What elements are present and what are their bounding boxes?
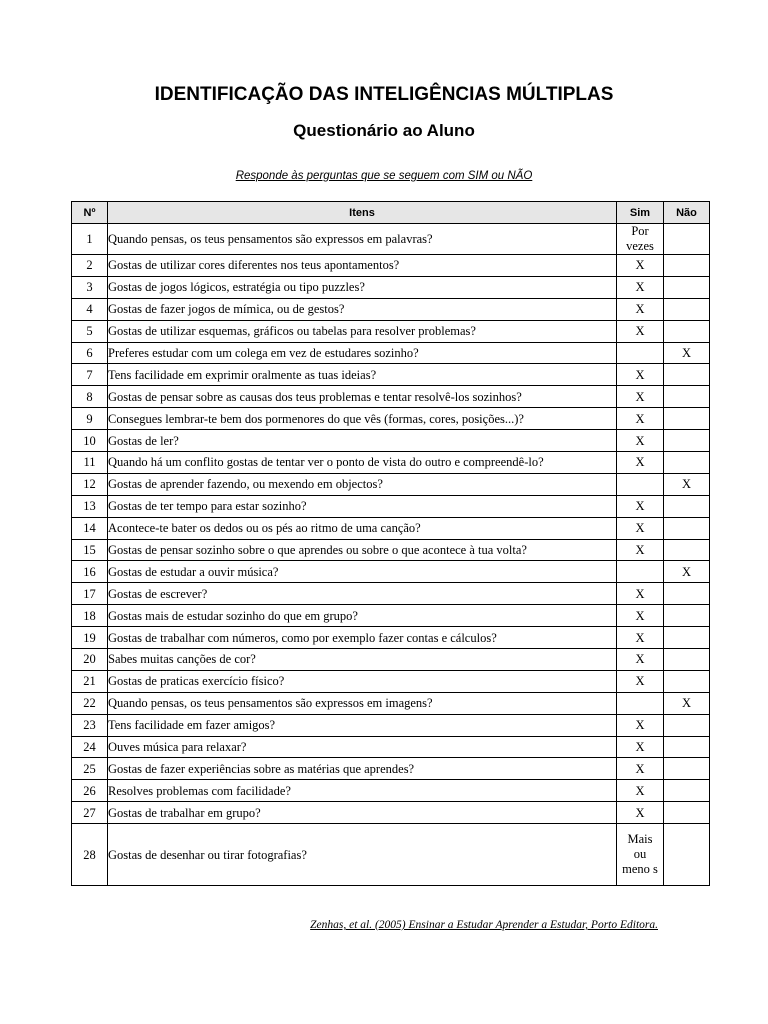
row-nao-answer [664,408,710,430]
row-item-text: Gostas de desenhar ou tirar fotografias? [108,824,617,886]
row-item-text: Consegues lembrar-te bem dos pormenores do que vês (formas, cores, posições...)? [108,408,617,430]
table-row [72,276,710,298]
row-item-text: Ouves música para relaxar? [108,736,617,758]
row-nao-answer [664,276,710,298]
row-nao-answer [664,224,710,255]
row-number: 23 [72,714,108,736]
row-nao-answer [664,802,710,824]
row-sim-answer: X [617,736,664,758]
table-row [72,255,710,277]
row-number: 14 [72,517,108,539]
row-number: 25 [72,758,108,780]
row-sim-answer: X [617,517,664,539]
row-number: 27 [72,802,108,824]
row-number: 20 [72,649,108,671]
table-row [72,605,710,627]
header-nao: Não [664,202,710,224]
row-item-text: Quando pensas, os teus pensamentos são expressos em imagens? [108,692,617,714]
row-item-text: Gostas de trabalhar com números, como por exemplo fazer contas e cálculos? [108,627,617,649]
row-item-text: Gostas de pensar sobre as causas dos teus problemas e tentar resolvê-los sozinhos? [108,386,617,408]
row-item-text: Gostas de praticas exercício físico? [108,670,617,692]
row-nao-answer [664,736,710,758]
row-nao-answer [664,780,710,802]
row-number: 3 [72,276,108,298]
row-sim-answer: X [617,386,664,408]
row-number: 21 [72,670,108,692]
row-number: 1 [72,224,108,255]
row-nao-answer [664,517,710,539]
instruction-text: Responde às perguntas que se seguem com SIM ou NÃO [235,170,533,182]
row-item-text: Acontece-te bater os dedos ou os pés ao ritmo de uma canção? [108,517,617,539]
row-item-text: Preferes estudar com um colega em vez de estudares sozinho? [108,342,617,364]
row-number: 26 [72,780,108,802]
table-row [72,430,710,452]
row-number: 15 [72,539,108,561]
row-nao-answer [664,670,710,692]
row-sim-answer: X [617,255,664,277]
row-nao-answer [664,452,710,474]
row-number: 18 [72,605,108,627]
row-nao-answer [664,605,710,627]
row-number: 4 [72,298,108,320]
row-number: 22 [72,692,108,714]
row-nao-answer: X [664,692,710,714]
table-row [72,364,710,386]
table-row [72,692,710,714]
table-row [72,758,710,780]
row-sim-answer: X [617,539,664,561]
header-number: Nº [72,202,108,224]
row-sim-answer: X [617,452,664,474]
row-nao-answer [664,649,710,671]
row-nao-answer: X [664,561,710,583]
row-item-text: Gostas de utilizar esquemas, gráficos ou tabelas para resolver problemas? [108,320,617,342]
row-sim-answer: Por vezes [617,224,664,255]
row-sim-answer: X [617,670,664,692]
table-row [72,452,710,474]
footer-citation: Zenhas, et al. (2005) Ensinar a Estudar Aprender a Estudar, Porto Editora. [310,919,658,931]
row-number: 7 [72,364,108,386]
row-item-text: Resolves problemas com facilidade? [108,780,617,802]
row-nao-answer [664,583,710,605]
row-nao-answer: X [664,473,710,495]
row-nao-answer [664,298,710,320]
row-item-text: Gostas de estudar a ouvir música? [108,561,617,583]
row-sim-answer: X [617,605,664,627]
row-number: 19 [72,627,108,649]
table-row [72,561,710,583]
row-nao-answer [664,714,710,736]
row-nao-answer [664,430,710,452]
row-sim-answer [617,561,664,583]
row-item-text: Gostas de jogos lógicos, estratégia ou tipo puzzles? [108,276,617,298]
row-nao-answer [664,495,710,517]
row-number: 8 [72,386,108,408]
table-row [72,714,710,736]
row-number: 2 [72,255,108,277]
row-item-text: Quando há um conflito gostas de tentar ver o ponto de vista do outro e compreendê-lo? [108,452,617,474]
row-item-text: Gostas de ler? [108,430,617,452]
row-nao-answer [664,386,710,408]
table-row [72,224,710,255]
page-title: IDENTIFICAÇÃO DAS INTELIGÊNCIAS MÚLTIPLAS [154,84,614,105]
row-item-text: Gostas mais de estudar sozinho do que em grupo? [108,605,617,627]
table-row [72,386,710,408]
row-item-text: Gostas de aprender fazendo, ou mexendo em objectos? [108,473,617,495]
row-item-text: Tens facilidade em exprimir oralmente as tuas ideias? [108,364,617,386]
row-item-text: Gostas de fazer experiências sobre as matérias que aprendes? [108,758,617,780]
table-body [72,224,710,886]
row-sim-answer [617,692,664,714]
header-items: Itens [108,202,617,224]
table-row [72,342,710,364]
row-sim-answer [617,473,664,495]
row-item-text: Gostas de ter tempo para estar sozinho? [108,495,617,517]
table-row [72,495,710,517]
row-number: 6 [72,342,108,364]
row-sim-answer: X [617,298,664,320]
row-sim-answer: X [617,364,664,386]
table-row [72,736,710,758]
row-sim-answer: X [617,714,664,736]
row-number: 24 [72,736,108,758]
row-nao-answer [664,255,710,277]
table-row [72,408,710,430]
row-sim-answer: X [617,780,664,802]
page-subtitle: Questionário ao Aluno [293,121,475,140]
row-number: 10 [72,430,108,452]
table-row [72,473,710,495]
row-sim-answer: Mais ou meno s [617,824,664,886]
row-number: 28 [72,824,108,886]
row-item-text: Quando pensas, os teus pensamentos são expressos em palavras? [108,224,617,255]
row-sim-answer: X [617,802,664,824]
row-number: 5 [72,320,108,342]
row-item-text: Tens facilidade em fazer amigos? [108,714,617,736]
row-nao-answer [664,627,710,649]
header-sim: Sim [617,202,664,224]
row-sim-answer: X [617,430,664,452]
row-sim-answer: X [617,320,664,342]
row-item-text: Gostas de pensar sozinho sobre o que aprendes ou sobre o que acontece à tua volta? [108,539,617,561]
row-nao-answer [664,539,710,561]
table-row [72,649,710,671]
row-sim-answer: X [617,649,664,671]
row-nao-answer [664,758,710,780]
table-row [72,627,710,649]
row-number: 13 [72,495,108,517]
row-sim-answer [617,342,664,364]
row-number: 16 [72,561,108,583]
table-row [72,780,710,802]
row-item-text: Gostas de fazer jogos de mímica, ou de gestos? [108,298,617,320]
row-sim-answer: X [617,408,664,430]
row-nao-answer [664,824,710,886]
table-row [72,517,710,539]
table-row [72,824,710,886]
table-row [72,802,710,824]
row-number: 17 [72,583,108,605]
table-row [72,320,710,342]
table-row [72,539,710,561]
row-nao-answer: X [664,342,710,364]
row-item-text: Sabes muitas canções de cor? [108,649,617,671]
table-header-row [72,202,710,224]
questionnaire-table [71,201,710,886]
table-row [72,583,710,605]
row-number: 9 [72,408,108,430]
row-sim-answer: X [617,495,664,517]
table-row [72,298,710,320]
row-item-text: Gostas de utilizar cores diferentes nos teus apontamentos? [108,255,617,277]
row-nao-answer [664,364,710,386]
row-number: 11 [72,452,108,474]
row-item-text: Gostas de trabalhar em grupo? [108,802,617,824]
row-number: 12 [72,473,108,495]
row-nao-answer [664,320,710,342]
row-sim-answer: X [617,627,664,649]
row-item-text: Gostas de escrever? [108,583,617,605]
row-sim-answer: X [617,758,664,780]
row-sim-answer: X [617,583,664,605]
table-row [72,670,710,692]
row-sim-answer: X [617,276,664,298]
